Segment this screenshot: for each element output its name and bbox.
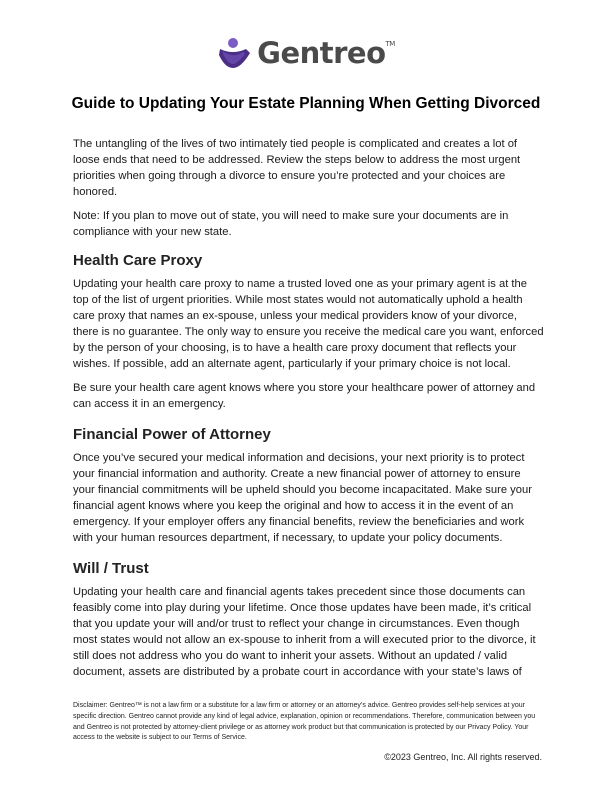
section-heading-will-trust: Will / Trust: [73, 560, 149, 577]
section-paragraph: Once you’ve secured your medical information and decisions, your next priority is to protect your financial information and authority. Create a new financial power of attorney to ensure your financial commitments will be upheld should you become incapacitated. Make sure your financial agent knows where you keep the original and how to access it in the event of an emergency. If your employer offers any financial benefits, review the beneficiaries and work with your human resources department, if necessary, to update your policy documents.: [73, 452, 532, 544]
document-body: [73, 136, 545, 688]
copyright: ©2023 Gentreo, Inc. All rights reserved.: [384, 752, 542, 762]
brand-name: Gentreo™: [257, 36, 395, 70]
section-heading-financial-power-of-attorney: Financial Power of Attorney: [73, 426, 271, 443]
note-paragraph: Note: If you plan to move out of state, you will need to make sure your documents are in compliance with your new state.: [73, 210, 509, 238]
section-paragraph: Updating your health care proxy to name a trusted loved one as your primary agent is at the top of the list of urgent priorities. While most states would not automatically uphold a health care proxy that names an ex-spouse, unless your medical providers know of your divorce, there is no guarantee. The only way to ensure you receive the medical care you want, enforced by the person of your choosing, is to have a health care proxy document that reflects your wishes. If possible, add an alternate agent, particularly if your primary choice is not local.: [73, 278, 544, 370]
section-paragraph: Updating your health care and financial agents takes precedent since those documents can feasibly come into play during your lifetime. Once those updates have been made, it’s critical that you update your will and/or trust to reflect your change in circumstances. Even though most states would not allow an ex-spouse to inherit from a will executed prior to the divorce, it still does not address who you do want to inherit your assets. Without an updated / valid document, assets are distributed by a probate court in accordance with your state’s laws of: [73, 586, 536, 678]
document-title: Guide to Updating Your Estate Planning When Getting Divorced: [71, 95, 541, 112]
intro-paragraph: The untangling of the lives of two intimately tied people is complicated and creates a lot of loose ends that need to be addressed. Review the steps below to address the most urgent priorities when going through a divorce to ensure you’re protected and your choices are honored.: [73, 138, 521, 198]
section-paragraph: Be sure your health care agent knows where you store your healthcare power of attorney and can access it in an emergency.: [73, 382, 536, 410]
gentreo-logo-icon: [217, 35, 253, 71]
disclaimer: Disclaimer: Gentreo™ is not a law firm or a substitute for a law firm or attorney or an attorney’s advice. Gentreo provides self-help services at your specific direction. Gentreo cannot provide any kind of legal advice, explanation, opinion or recommendations. Therefore, communication between you and Gentreo is not protected by attorney-client privilege or as attorney work product but that communication is protected by our Privacy Policy. Your access to the website is subject to our Terms of Service.: [73, 702, 536, 742]
brand-logo: [0, 33, 612, 73]
section-heading-health-care-proxy: Health Care Proxy: [73, 252, 203, 269]
